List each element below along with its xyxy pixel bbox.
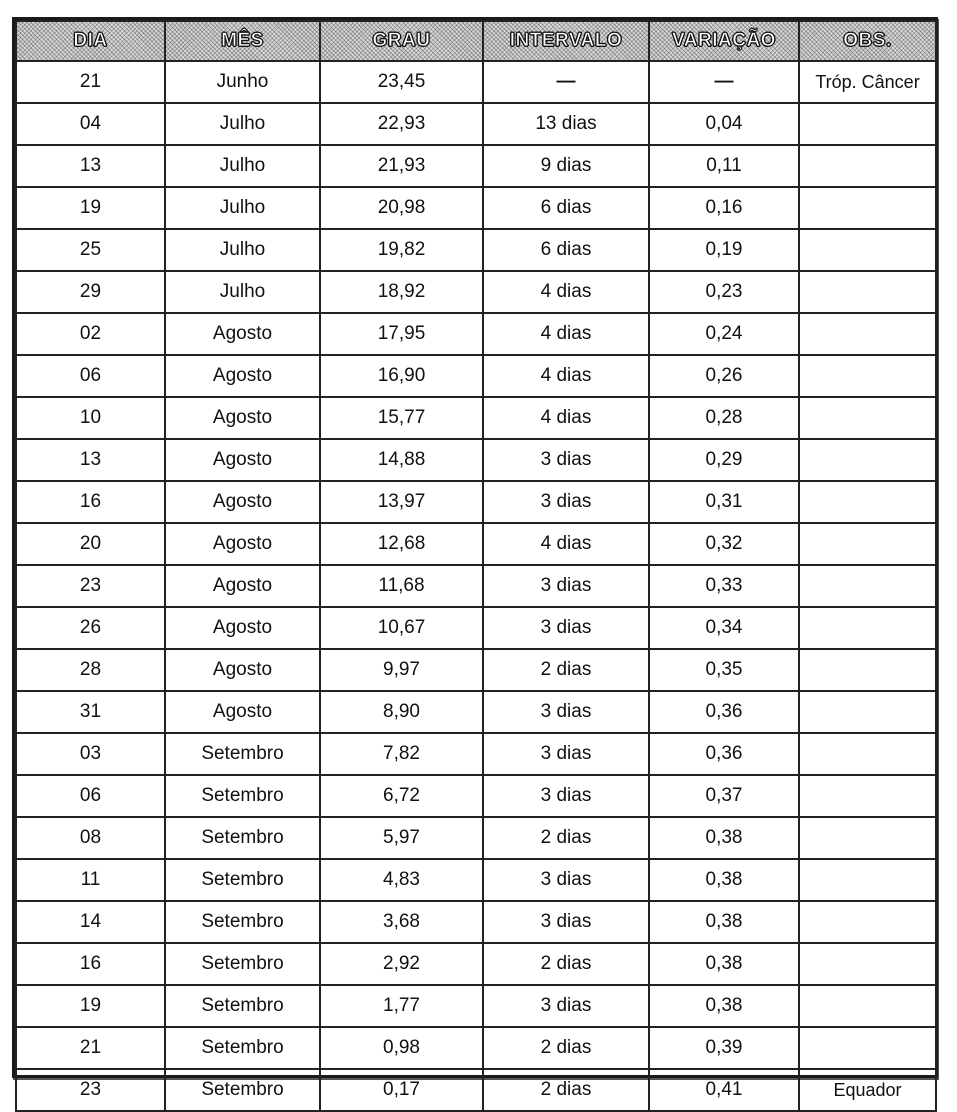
table-header [16,21,936,61]
cell-grau: 9,97 [320,649,483,691]
cell-mes: Setembro [165,985,320,1027]
cell-obs [799,397,936,439]
cell-obs: Equador [799,1069,936,1111]
cell-dia: 28 [16,649,165,691]
cell-dia: 20 [16,523,165,565]
cell-dia: 31 [16,691,165,733]
cell-intervalo: 2 dias [483,649,649,691]
cell-variacao: 0,04 [649,103,799,145]
cell-intervalo: 3 dias [483,481,649,523]
header-intervalo: INTERVALO [483,21,649,61]
table-row [16,271,936,313]
cell-variacao: 0,39 [649,1027,799,1069]
cell-obs [799,103,936,145]
table-row [16,1069,936,1111]
declination-table [15,20,937,1112]
table-body [16,61,936,1111]
cell-variacao: 0,28 [649,397,799,439]
cell-grau: 4,83 [320,859,483,901]
cell-intervalo: — [483,61,649,103]
cell-dia: 16 [16,481,165,523]
cell-grau: 1,77 [320,985,483,1027]
cell-obs [799,985,936,1027]
header-obs: OBS. [799,21,936,61]
cell-variacao: 0,38 [649,943,799,985]
cell-mes: Julho [165,229,320,271]
cell-mes: Setembro [165,817,320,859]
cell-intervalo: 3 dias [483,691,649,733]
cell-intervalo: 4 dias [483,397,649,439]
cell-obs [799,145,936,187]
cell-dia: 04 [16,103,165,145]
cell-mes: Agosto [165,565,320,607]
cell-dia: 03 [16,733,165,775]
cell-variacao: 0,33 [649,565,799,607]
cell-dia: 14 [16,901,165,943]
cell-dia: 19 [16,985,165,1027]
cell-obs [799,229,936,271]
cell-obs [799,565,936,607]
cell-variacao: 0,16 [649,187,799,229]
header-dia: DIA [16,21,165,61]
cell-mes: Agosto [165,607,320,649]
cell-intervalo: 3 dias [483,439,649,481]
cell-grau: 7,82 [320,733,483,775]
cell-grau: 13,97 [320,481,483,523]
header-mes: MÊS [165,21,320,61]
cell-mes: Setembro [165,901,320,943]
cell-mes: Julho [165,145,320,187]
cell-mes: Julho [165,187,320,229]
cell-dia: 06 [16,355,165,397]
cell-variacao: 0,38 [649,859,799,901]
cell-variacao: 0,34 [649,607,799,649]
cell-grau: 3,68 [320,901,483,943]
cell-mes: Setembro [165,775,320,817]
cell-grau: 5,97 [320,817,483,859]
cell-obs [799,439,936,481]
cell-grau: 12,68 [320,523,483,565]
cell-dia: 11 [16,859,165,901]
cell-obs [799,481,936,523]
cell-variacao: 0,23 [649,271,799,313]
cell-obs [799,691,936,733]
cell-grau: 17,95 [320,313,483,355]
table-row [16,943,936,985]
cell-grau: 2,92 [320,943,483,985]
table-row [16,817,936,859]
header-grau: GRAU [320,21,483,61]
cell-mes: Agosto [165,649,320,691]
cell-obs [799,355,936,397]
cell-variacao: 0,38 [649,901,799,943]
cell-obs [799,523,936,565]
cell-variacao: 0,41 [649,1069,799,1111]
cell-intervalo: 9 dias [483,145,649,187]
cell-dia: 19 [16,187,165,229]
cell-mes: Agosto [165,691,320,733]
cell-dia: 23 [16,1069,165,1111]
cell-intervalo: 3 dias [483,607,649,649]
cell-obs [799,859,936,901]
cell-variacao: 0,36 [649,733,799,775]
table-row [16,733,936,775]
cell-mes: Agosto [165,439,320,481]
cell-mes: Agosto [165,313,320,355]
cell-intervalo: 4 dias [483,313,649,355]
cell-mes: Junho [165,61,320,103]
cell-dia: 26 [16,607,165,649]
table-row [16,859,936,901]
cell-obs [799,901,936,943]
table-row [16,901,936,943]
cell-obs [799,733,936,775]
cell-mes: Agosto [165,523,320,565]
cell-variacao: 0,19 [649,229,799,271]
cell-dia: 13 [16,439,165,481]
table-row [16,775,936,817]
cell-grau: 22,93 [320,103,483,145]
cell-intervalo: 3 dias [483,985,649,1027]
cell-intervalo: 3 dias [483,859,649,901]
cell-dia: 10 [16,397,165,439]
cell-dia: 13 [16,145,165,187]
cell-mes: Setembro [165,859,320,901]
cell-dia: 02 [16,313,165,355]
cell-intervalo: 13 dias [483,103,649,145]
cell-intervalo: 4 dias [483,271,649,313]
table-row [16,61,936,103]
cell-obs [799,607,936,649]
table-row [16,355,936,397]
cell-grau: 14,88 [320,439,483,481]
cell-grau: 19,82 [320,229,483,271]
cell-intervalo: 3 dias [483,775,649,817]
cell-variacao: 0,32 [649,523,799,565]
cell-obs [799,817,936,859]
table-row [16,565,936,607]
table-row [16,397,936,439]
cell-variacao: — [649,61,799,103]
cell-obs [799,943,936,985]
cell-dia: 21 [16,61,165,103]
declination-table-frame [12,17,938,1100]
cell-mes: Agosto [165,355,320,397]
cell-dia: 16 [16,943,165,985]
table-row [16,103,936,145]
cell-grau: 8,90 [320,691,483,733]
header-row [16,21,936,61]
cell-grau: 11,68 [320,565,483,607]
cell-variacao: 0,31 [649,481,799,523]
cell-grau: 18,92 [320,271,483,313]
cell-dia: 08 [16,817,165,859]
cell-dia: 29 [16,271,165,313]
cell-obs [799,1027,936,1069]
table-row [16,313,936,355]
cell-grau: 0,98 [320,1027,483,1069]
cell-grau: 20,98 [320,187,483,229]
cell-mes: Agosto [165,397,320,439]
cell-intervalo: 2 dias [483,943,649,985]
cell-mes: Julho [165,271,320,313]
cell-intervalo: 3 dias [483,733,649,775]
table-row [16,145,936,187]
cell-dia: 21 [16,1027,165,1069]
cell-intervalo: 6 dias [483,229,649,271]
cell-grau: 6,72 [320,775,483,817]
table-row [16,187,936,229]
cell-variacao: 0,38 [649,817,799,859]
cell-variacao: 0,37 [649,775,799,817]
cell-intervalo: 3 dias [483,565,649,607]
cell-variacao: 0,35 [649,649,799,691]
cell-intervalo: 2 dias [483,1069,649,1111]
cell-mes: Setembro [165,733,320,775]
cell-variacao: 0,24 [649,313,799,355]
table-row [16,985,936,1027]
cell-mes: Setembro [165,1027,320,1069]
table-row [16,481,936,523]
table-row [16,649,936,691]
cell-variacao: 0,29 [649,439,799,481]
cell-obs [799,313,936,355]
cell-intervalo: 3 dias [483,901,649,943]
cell-mes: Julho [165,103,320,145]
cell-dia: 06 [16,775,165,817]
cell-intervalo: 6 dias [483,187,649,229]
cell-grau: 16,90 [320,355,483,397]
table-row [16,1027,936,1069]
table-row [16,229,936,271]
table-row [16,439,936,481]
cell-variacao: 0,11 [649,145,799,187]
table-row [16,523,936,565]
cell-mes: Setembro [165,1069,320,1111]
cell-obs: Tróp. Câncer [799,61,936,103]
cell-intervalo: 4 dias [483,523,649,565]
cell-grau: 15,77 [320,397,483,439]
cell-grau: 21,93 [320,145,483,187]
cell-dia: 23 [16,565,165,607]
cell-obs [799,775,936,817]
cell-variacao: 0,26 [649,355,799,397]
cell-mes: Agosto [165,481,320,523]
table-row [16,607,936,649]
cell-variacao: 0,38 [649,985,799,1027]
cell-intervalo: 2 dias [483,817,649,859]
cell-dia: 25 [16,229,165,271]
cell-intervalo: 2 dias [483,1027,649,1069]
cell-variacao: 0,36 [649,691,799,733]
cell-grau: 10,67 [320,607,483,649]
cell-grau: 23,45 [320,61,483,103]
cell-intervalo: 4 dias [483,355,649,397]
cell-obs [799,649,936,691]
cell-mes: Setembro [165,943,320,985]
table-row [16,691,936,733]
cell-obs [799,271,936,313]
cell-grau: 0,17 [320,1069,483,1111]
header-variacao: VARIAÇÃO [649,21,799,61]
cell-obs [799,187,936,229]
